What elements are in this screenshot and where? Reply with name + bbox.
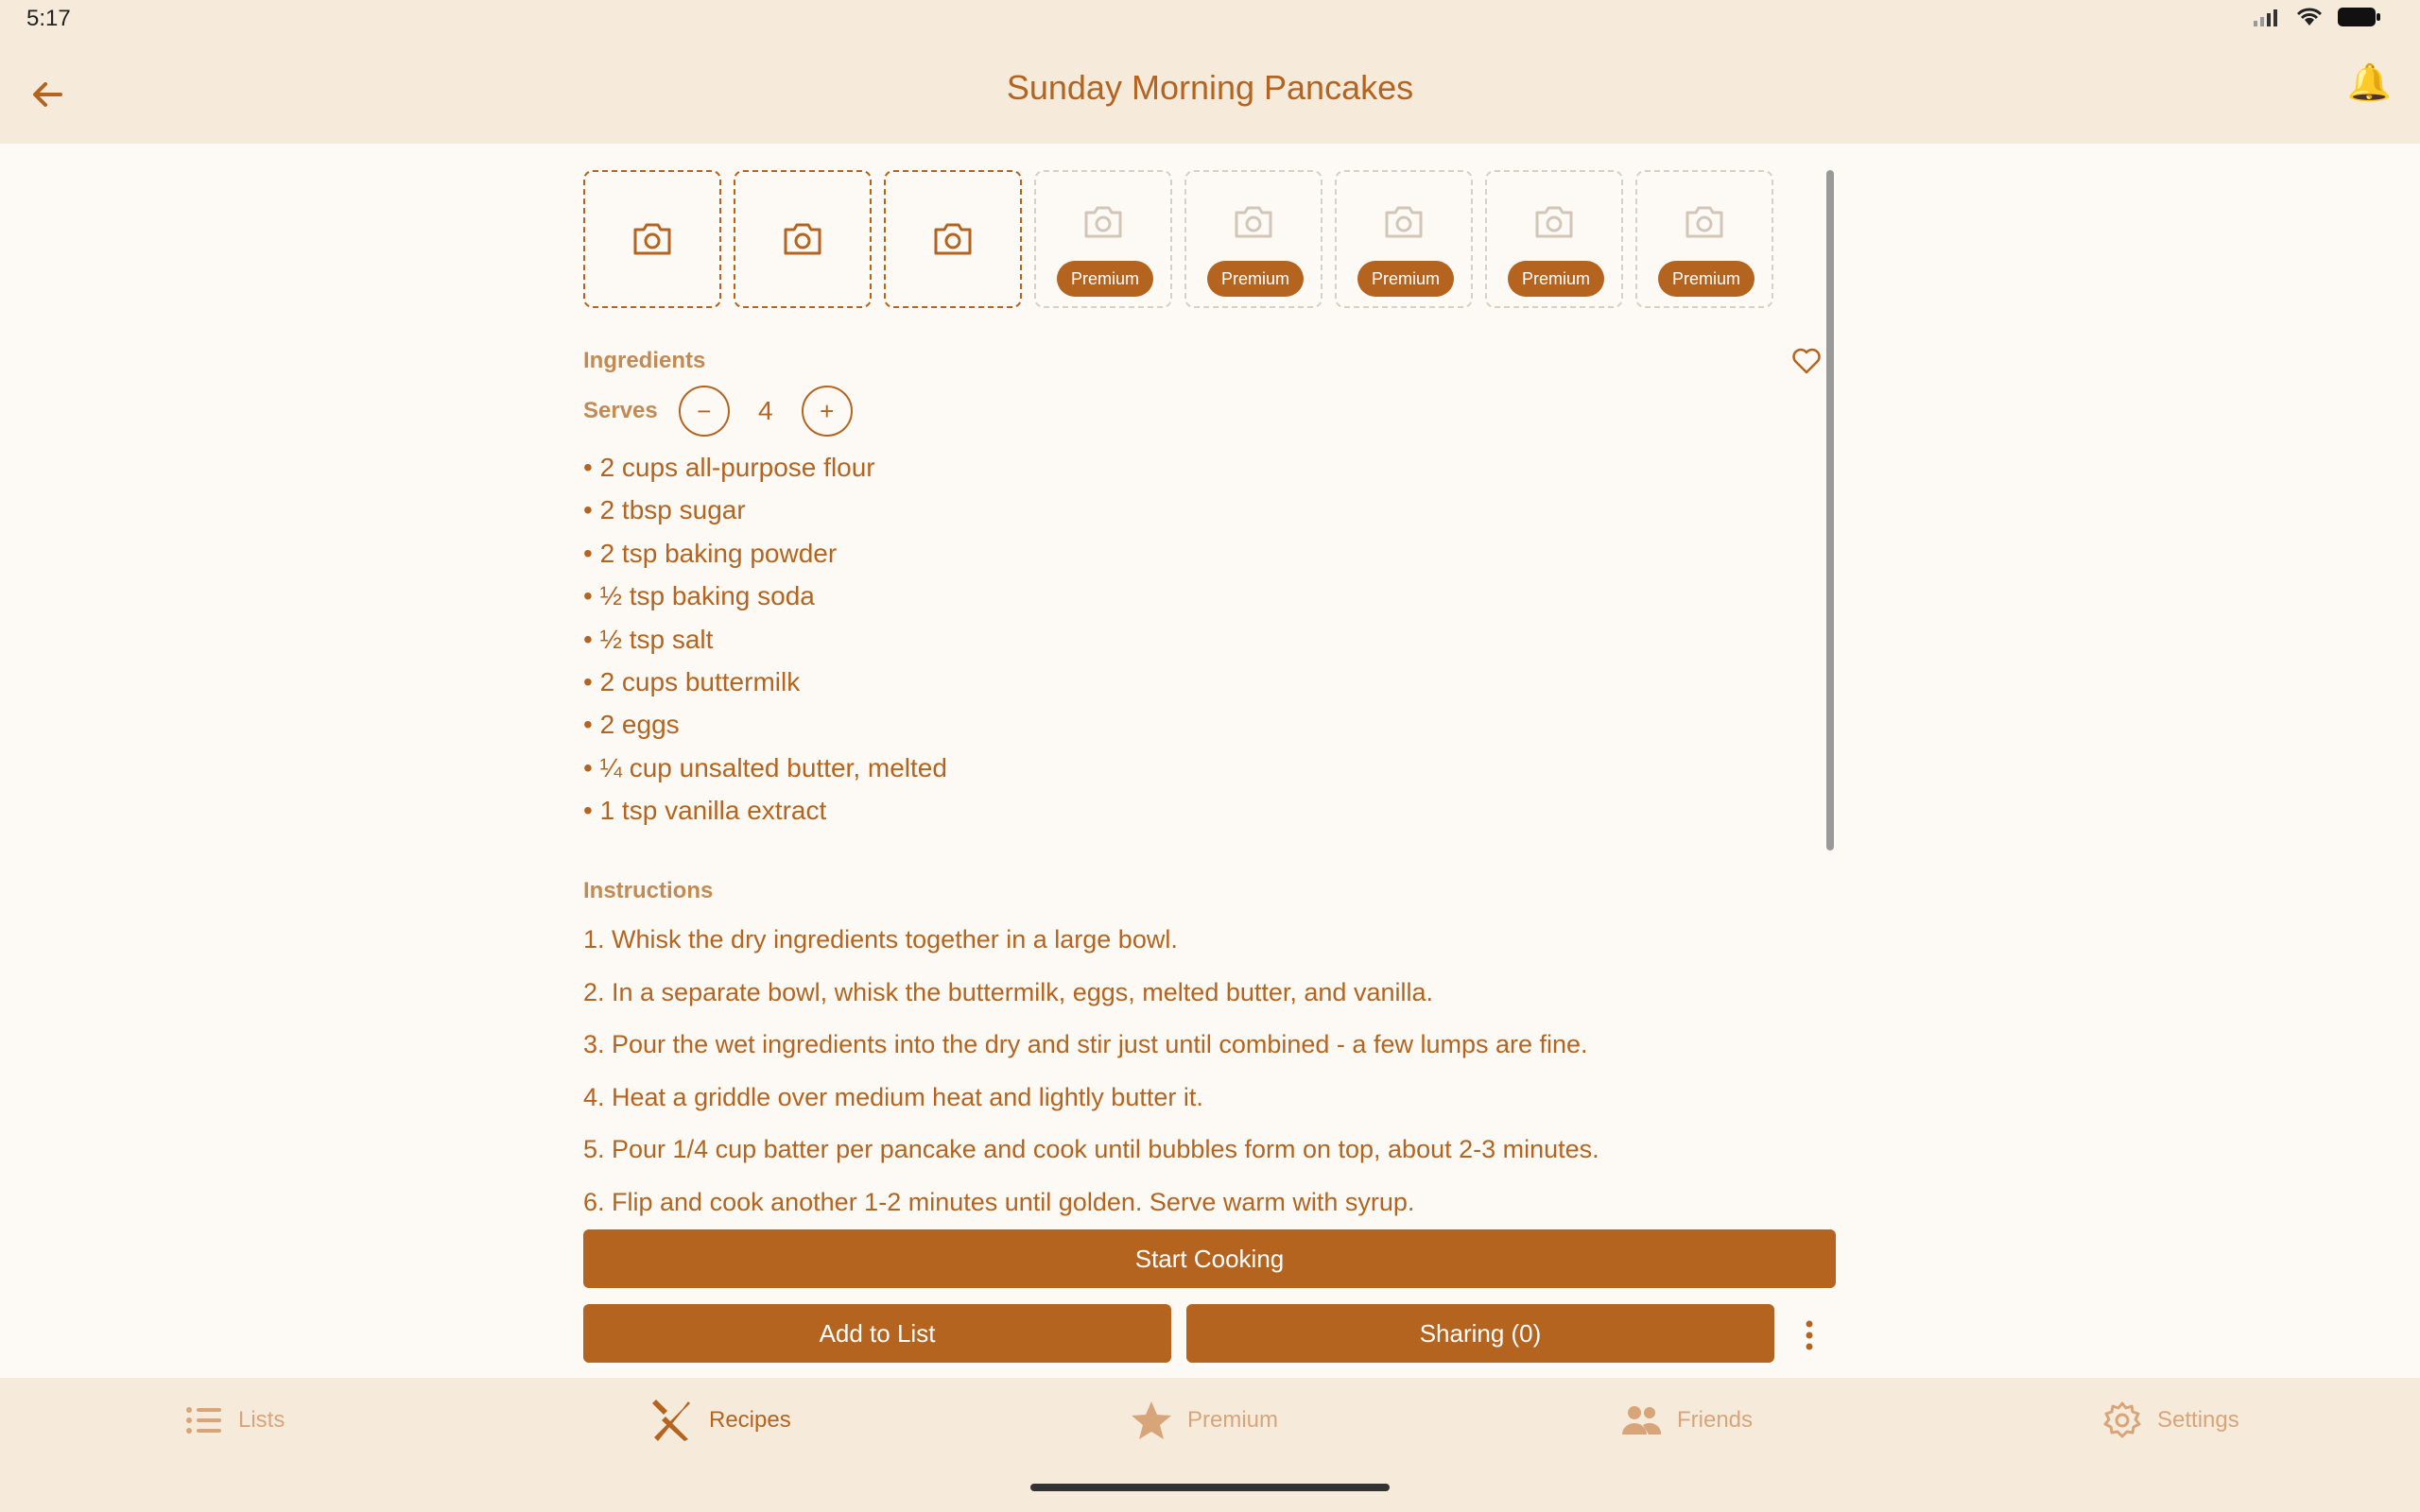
utensils-icon [648, 1398, 694, 1443]
ingredient-item: • ½ tsp baking soda [583, 581, 815, 611]
ingredients-list [583, 446, 947, 833]
premium-badge: Premium [1357, 261, 1454, 297]
ingredient-item: • 2 eggs [583, 710, 680, 740]
ingredient-item: • 2 tbsp sugar [583, 495, 746, 525]
photo-slot[interactable] [734, 170, 872, 308]
nav-tab-friends[interactable] [1620, 1397, 1753, 1444]
instruction-step: 6. Flip and cook another 1-2 minutes until golden. Serve warm with syrup. [583, 1187, 1415, 1216]
more-options-icon[interactable] [1804, 1319, 1815, 1351]
nav-label-lists: Lists [238, 1407, 285, 1433]
start-cooking-button[interactable]: Start Cooking [583, 1229, 1836, 1288]
photo-slot-locked[interactable] [1485, 170, 1623, 308]
app-bar [0, 42, 2420, 144]
favorite-heart-icon[interactable] [1791, 346, 1822, 376]
battery-icon [2337, 6, 2382, 28]
instruction-step: 4. Heat a griddle over medium heat and lightly butter it. [583, 1082, 1203, 1111]
nav-label-premium: Premium [1187, 1407, 1279, 1433]
instructions-list [583, 914, 1599, 1226]
camera-icon [1233, 205, 1274, 239]
camera-icon [932, 222, 974, 256]
signal-icon [2254, 8, 2282, 26]
people-icon [1620, 1404, 1662, 1436]
nav-tab-settings[interactable] [2102, 1397, 2239, 1444]
photo-slot-locked[interactable] [1184, 170, 1322, 308]
instructions-heading: Instructions [583, 878, 714, 903]
photo-slot[interactable] [884, 170, 1022, 308]
wifi-icon [2295, 7, 2324, 27]
photo-slots [583, 170, 1773, 308]
ingredients-heading: Ingredients [583, 348, 706, 373]
nav-tab-recipes[interactable] [648, 1397, 791, 1444]
serves-label: Serves [583, 398, 658, 423]
bottom-nav [0, 1378, 2420, 1512]
premium-badge: Premium [1207, 261, 1304, 297]
decrease-serves-button[interactable]: − [679, 386, 730, 437]
camera-icon [1082, 205, 1124, 239]
camera-icon [631, 222, 673, 256]
premium-badge: Premium [1658, 261, 1754, 297]
photo-slot-locked[interactable] [1034, 170, 1172, 308]
star-icon [1131, 1400, 1172, 1440]
system-icons [2254, 6, 2382, 28]
ingredient-item: • 1 tsp vanilla extract [583, 796, 827, 826]
serves-value: 4 [757, 396, 773, 425]
sharing-button[interactable]: Sharing (0) [1186, 1304, 1774, 1363]
nav-tab-premium[interactable] [1131, 1397, 1278, 1444]
camera-icon [1684, 205, 1725, 239]
status-bar [0, 0, 2420, 42]
list-icon [185, 1406, 223, 1435]
photo-slot-locked[interactable] [1335, 170, 1473, 308]
nav-label-friends: Friends [1677, 1407, 1754, 1433]
gear-icon [2102, 1400, 2142, 1440]
photo-slot-locked[interactable] [1635, 170, 1773, 308]
status-time: 5:17 [26, 6, 71, 31]
instruction-step: 5. Pour 1/4 cup batter per pancake and cook until bubbles form on top, about 2-3 minutes. [583, 1135, 1599, 1163]
nav-label-recipes: Recipes [709, 1407, 791, 1433]
nav-tab-lists[interactable] [185, 1397, 285, 1444]
increase-serves-button[interactable]: + [802, 386, 853, 437]
instruction-step: 2. In a separate bowl, whisk the buttermilk, eggs, melted butter, and vanilla. [583, 977, 1433, 1006]
camera-icon [782, 222, 823, 256]
camera-icon [1533, 205, 1575, 239]
ingredient-item: • ½ tsp salt [583, 624, 714, 654]
ingredient-item: • ¼ cup unsalted butter, melted [583, 752, 947, 782]
home-indicator[interactable] [1030, 1484, 1390, 1491]
add-to-list-button[interactable]: Add to List [583, 1304, 1171, 1363]
serves-row [583, 386, 853, 437]
premium-badge: Premium [1057, 261, 1153, 297]
photo-slot[interactable] [583, 170, 721, 308]
instruction-step: 1. Whisk the dry ingredients together in a large bowl. [583, 925, 1178, 954]
scrollbar[interactable] [1826, 170, 1834, 850]
notification-bell-icon[interactable]: 🔔 [2346, 63, 2392, 103]
nav-label-settings: Settings [2157, 1407, 2239, 1433]
instruction-step: 3. Pour the wet ingredients into the dry and stir just until combined - a few lumps are fine. [583, 1030, 1588, 1058]
ingredient-item: • 2 cups buttermilk [583, 666, 801, 696]
recipe-content [583, 144, 1836, 1226]
camera-icon [1383, 205, 1425, 239]
ingredient-item: • 2 tsp baking powder [583, 538, 838, 568]
page-title: Sunday Morning Pancakes [1006, 68, 1414, 107]
ingredient-item: • 2 cups all-purpose flour [583, 453, 875, 482]
premium-badge: Premium [1508, 261, 1604, 297]
